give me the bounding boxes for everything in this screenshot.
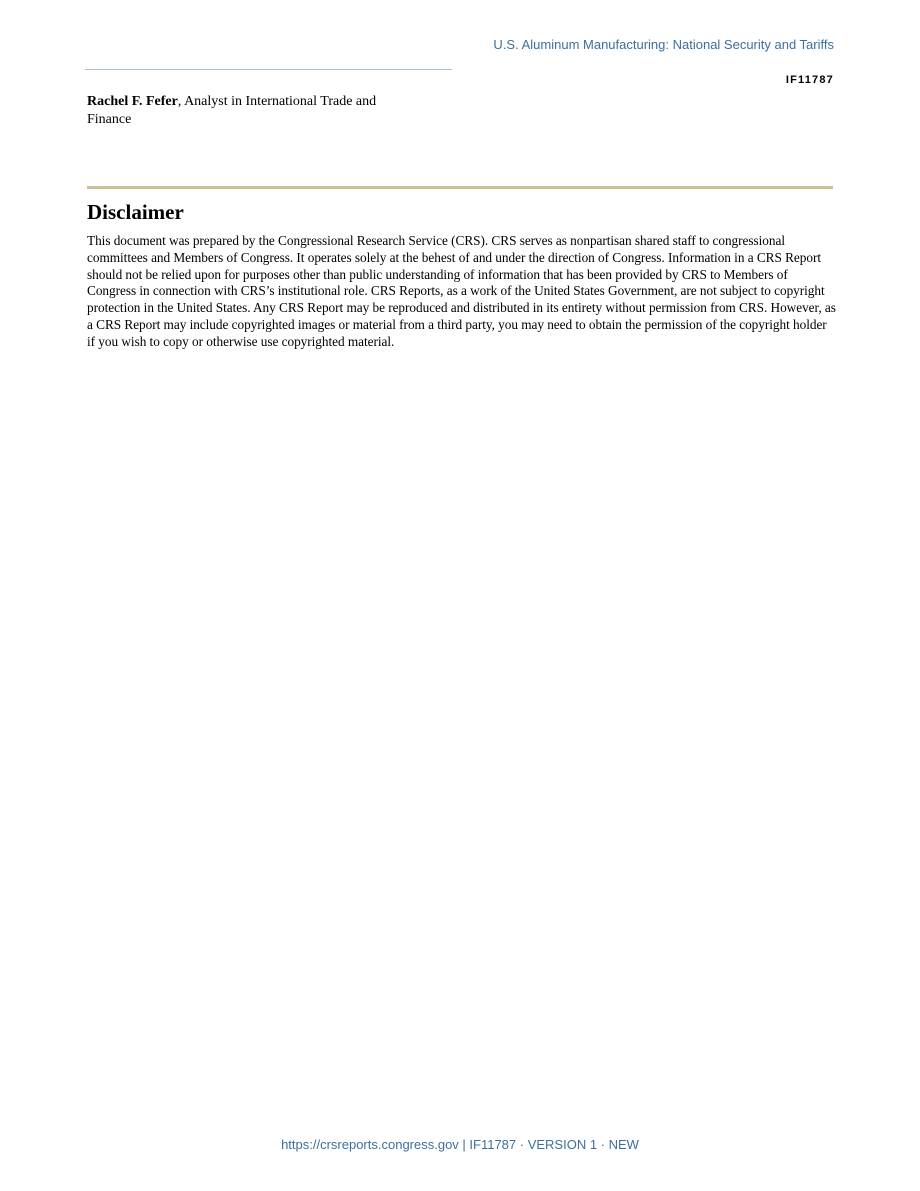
disclaimer-heading: Disclaimer (87, 200, 184, 224)
footer-link[interactable]: https://crsreports.congress.gov | IF11787 · VERSION 1 · NEW (281, 1137, 639, 1152)
author-title: , Analyst in International Trade and Finance (87, 94, 377, 127)
running-header-title: U.S. Aluminum Manufacturing: National Security and Tariffs (493, 37, 834, 52)
author-block (87, 93, 417, 129)
disclaimer-divider (87, 186, 833, 189)
report-id: IF11787 (785, 74, 834, 86)
author-name: Rachel F. Fefer (87, 94, 178, 109)
disclaimer-body: This document was prepared by the Congressional Research Service (CRS). CRS serves as nonpartisan shared staff to congressional committees and Members of Congress. It operates solely at the behest of and under the direction of Congress. Information in a CRS Report should not be relied upon for purposes other than public understanding of information that has been provided by CRS to Members of Congress in connection with CRS’s institutional role. CRS Reports, as a work of the United States Government, are not subject to copyright protection in the United States. Any CRS Report may be reproduced and distributed in its entirety without permission from CRS. However, as a CRS Report may include copyrighted images or material from a third party, you may need to obtain the permission of the copyright holder if you wish to copy or otherwise use copyrighted material. (87, 233, 836, 349)
author-divider (85, 69, 452, 70)
